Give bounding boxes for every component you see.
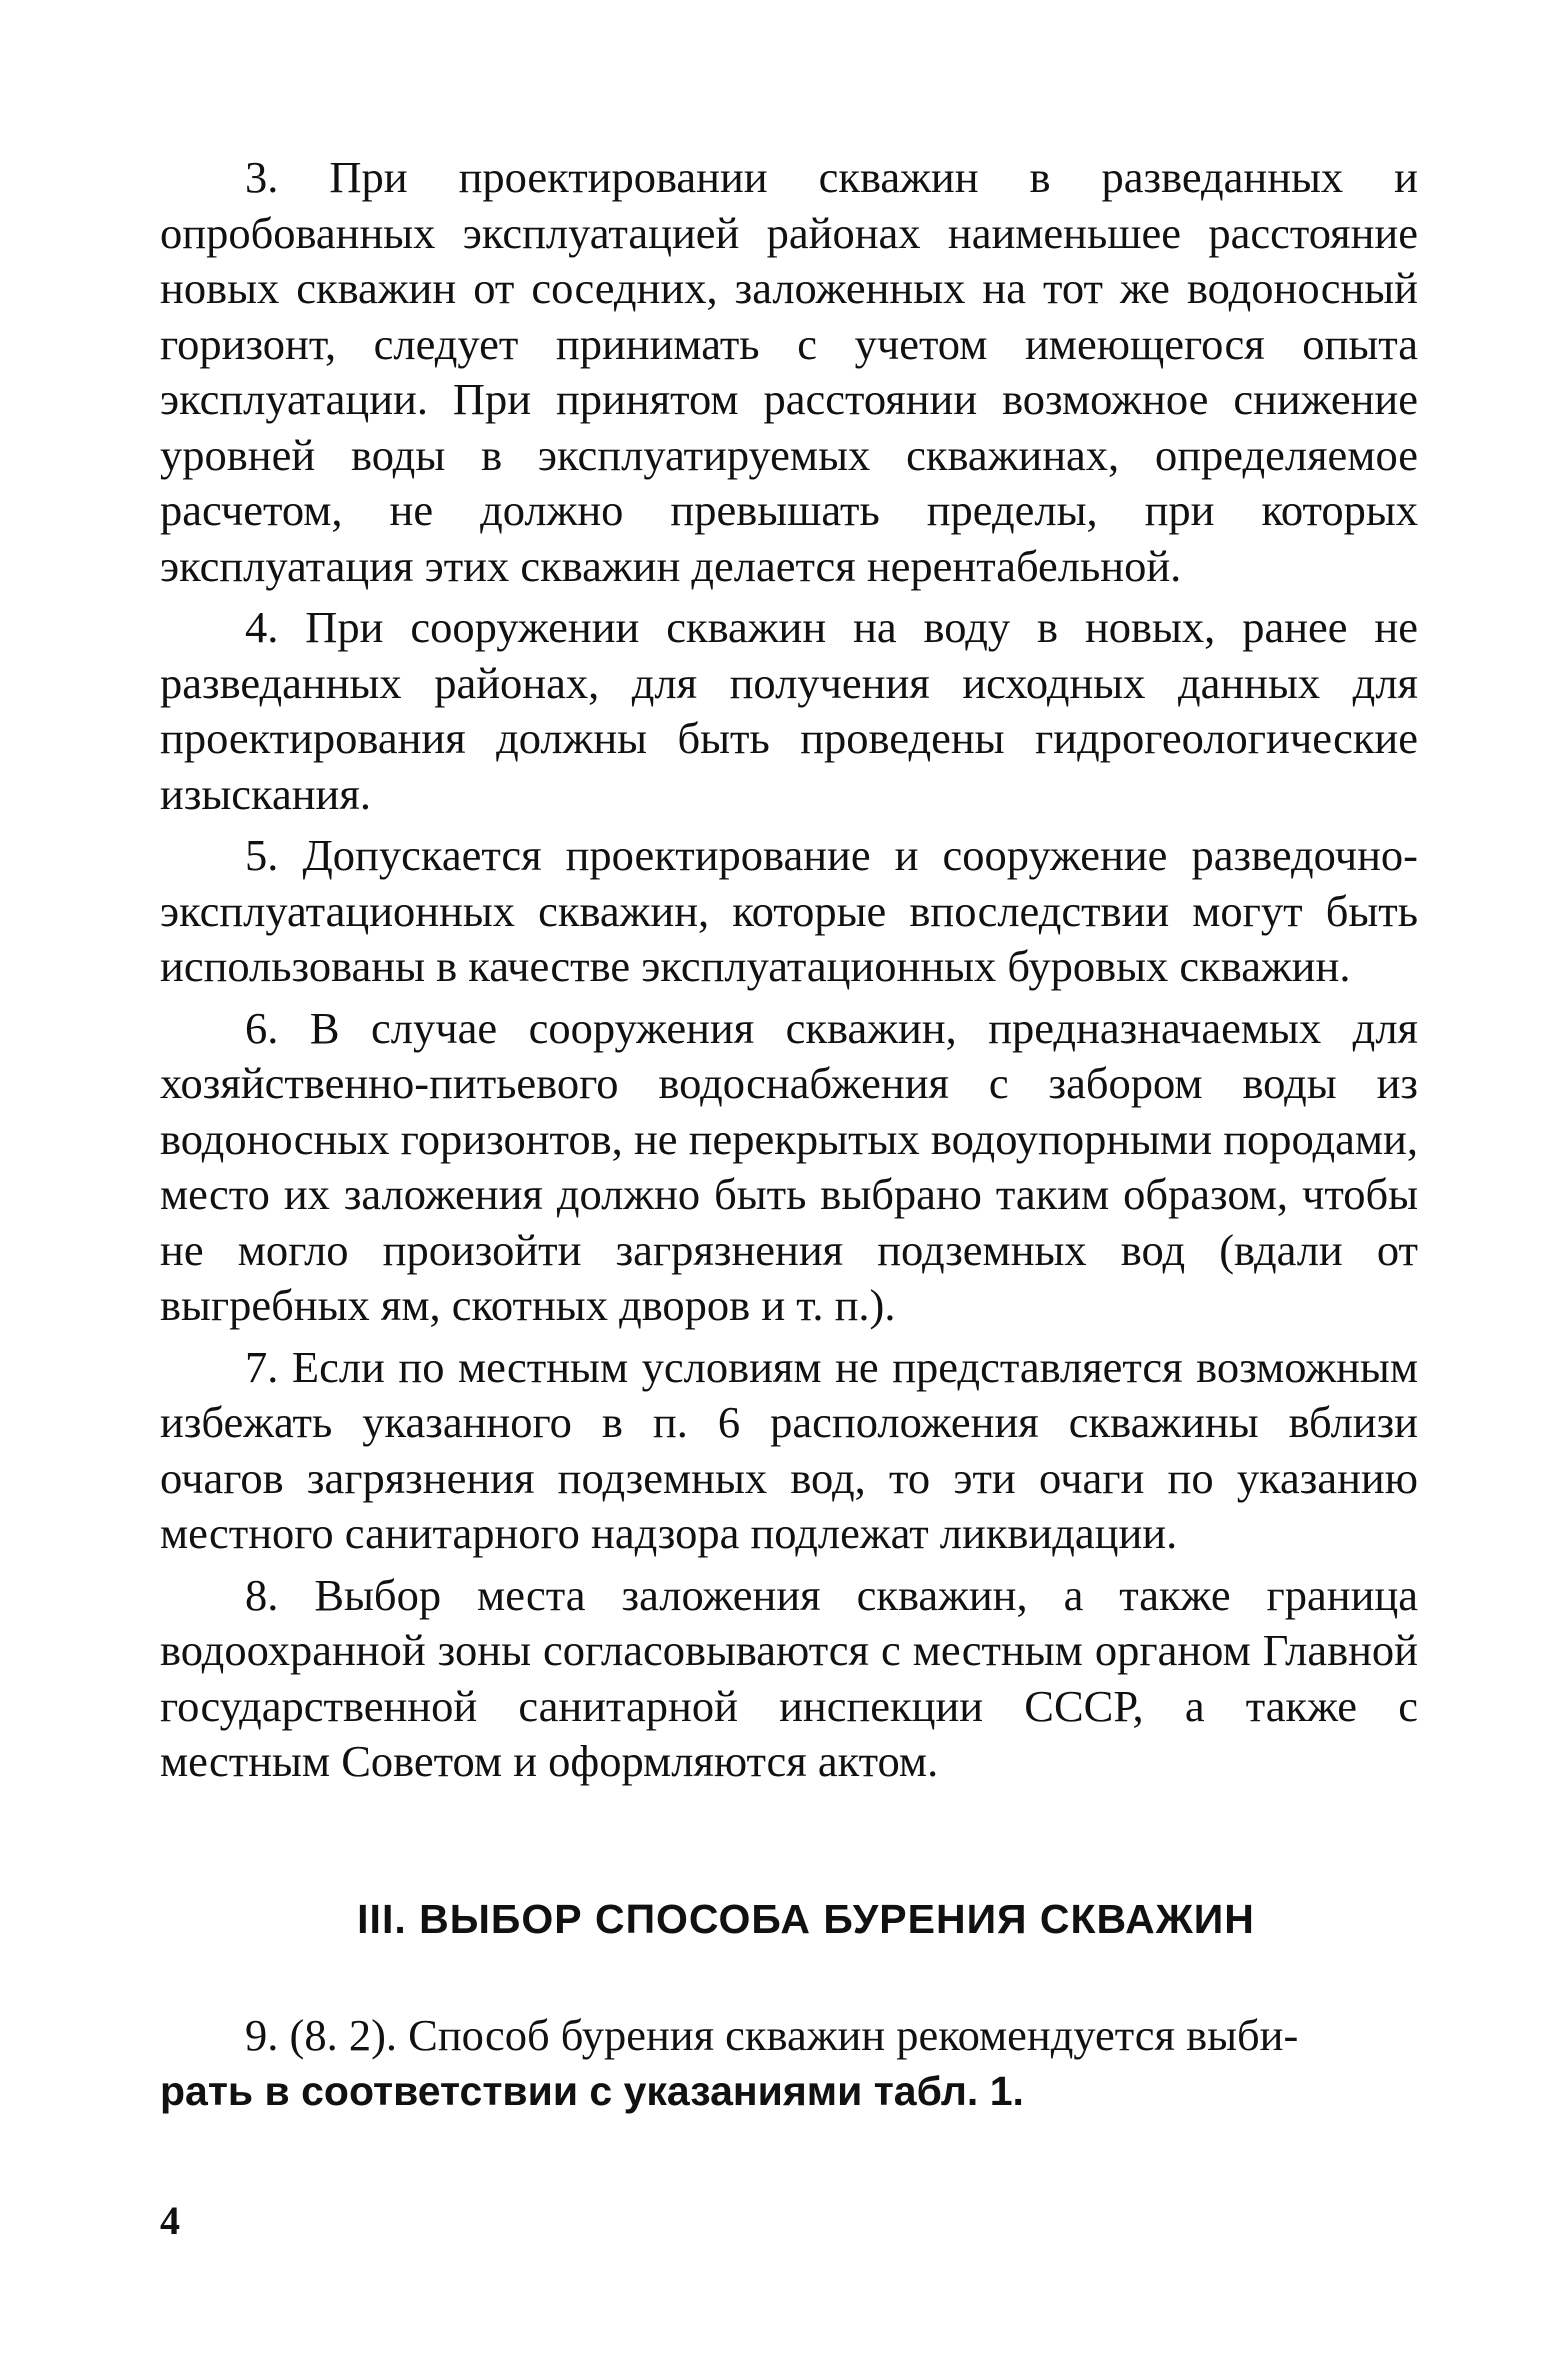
- paragraph-3: 3. При проектировании скважин в разведанных и опробованных эксплуатацией районах наименьшее расстояние новых скважин от соседних, заложенных на тот же водоносный горизонт, следует принимать с учетом имеющегося опыта эксплуатации. При принятом расстоянии возможное снижение уровней воды в эксплуатируемых скважинах, определяемое расчетом, не должно превышать пределы, при которых эксплуатация этих скважин делается нерентабельной.: [160, 152, 1418, 591]
- document-page: [160, 150, 1418, 2120]
- paragraph-7: 7. Если по местным условиям не представляется возможным избежать указанного в п. 6 расположения скважины вблизи очагов загрязнения подземных вод, то эти очаги по указанию местного санитарного надзора подлежат ликвидации.: [160, 1341, 1418, 1558]
- section-heading: III. ВЫБОР СПОСОБА БУРЕНИЯ СКВАЖИН: [357, 1895, 1255, 1942]
- paragraph-9: [160, 2008, 1418, 2120]
- paragraph-5: 5. Допускается проектирование и сооружение разведочно-эксплуатационных скважин, которые впоследствии могут быть использованы в качестве эксплуатационных буровых скважин.: [160, 830, 1418, 991]
- paragraph-4: 4. При сооружении скважин на воду в новых, ранее не разведанных районах, для получения исходных данных для проектирования должны быть проведены гидрогеологические изыскания.: [160, 602, 1418, 819]
- page-number: 4: [160, 2198, 180, 2243]
- paragraph-8: 8. Выбор места заложения скважин, а также граница водоохранной зоны согласовываются с местным органом Главной государственной санитарной инспекции СССР, а также с местным Советом и оформляются актом.: [160, 1569, 1418, 1786]
- paragraph-6: 6. В случае сооружения скважин, предназначаемых для хозяйственно-питьевого водоснабжения с забором воды из водоносных горизонтов, не перекрытых водоупорными породами, место их заложения должно быть выбрано таким образом, чтобы не могло произойти загрязнения подземных вод (вдали от выгребных ям, скотных дворов и т. п.).: [160, 1002, 1418, 1330]
- paragraph-9-tail: рать в соответствии с указаниями табл. 1.: [160, 2068, 1024, 2114]
- paragraph-9-lead: 9. (8. 2). Способ бурения скважин рекомендуется выби-: [245, 2009, 1299, 2060]
